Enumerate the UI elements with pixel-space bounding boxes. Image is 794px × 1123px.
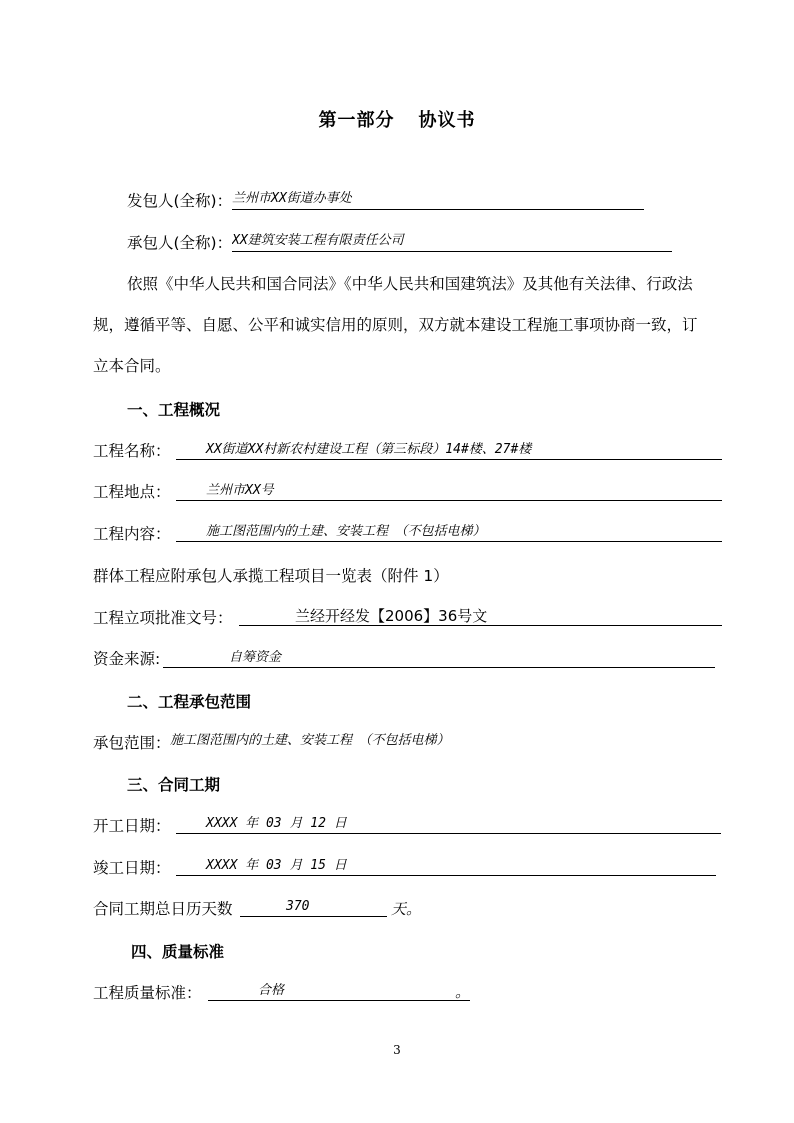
- section-4-heading: 四、质量标准: [131, 943, 225, 961]
- contractor-field: XX建筑安装工程有限责任公司: [232, 231, 672, 252]
- quality-standard-suffix: 。: [455, 983, 471, 1001]
- scope-label: 承包范围：: [93, 734, 171, 752]
- preamble-line-1: 依照《中华人民共和国合同法》《中华人民共和国建筑法》及其他有关法律、行政法: [127, 275, 693, 293]
- approval-number-label: 工程立项批准文号：: [93, 609, 233, 627]
- section-3-heading: 三、合同工期: [127, 776, 221, 794]
- total-days-label: 合同工期总日历天数: [93, 900, 233, 918]
- funding-source-label: 资金来源:: [93, 650, 161, 668]
- start-date-field: XXXX 年 03 月 12 日: [176, 814, 721, 834]
- title-part: 第一部分: [318, 110, 395, 131]
- end-date-field: XXXX 年 03 月 15 日: [176, 856, 716, 876]
- title-name: 协议书: [418, 110, 476, 131]
- funding-source-field: 自筹资金: [163, 648, 715, 668]
- approval-number-field: 兰经开经发【2006】36号文: [239, 606, 722, 626]
- end-date-label: 竣工日期：: [93, 859, 171, 877]
- project-name-label: 工程名称：: [93, 442, 171, 460]
- total-days-unit: 天。: [391, 900, 422, 918]
- quality-standard-label: 工程质量标准：: [93, 984, 202, 1002]
- total-days-field: 370: [240, 897, 387, 917]
- group-project-note: 群体工程应附承包人承揽工程项目一览表（附件 1）: [93, 567, 449, 585]
- employer-field: 兰州市XX街道办事处: [232, 189, 644, 210]
- section-2-heading: 二、工程承包范围: [127, 693, 252, 711]
- project-location-field: 兰州市XX号: [176, 481, 722, 501]
- preamble-line-3: 立本合同。: [93, 357, 171, 375]
- start-date-label: 开工日期：: [93, 817, 171, 835]
- quality-standard-field: 合格: [208, 981, 470, 1001]
- page-title: [0, 106, 794, 132]
- page-number: 3: [393, 1043, 401, 1057]
- section-1-heading: 一、工程概况: [127, 401, 221, 419]
- project-content-field: 施工图范围内的土建、安装工程 （不包括电梯）: [176, 522, 722, 542]
- contractor-label: 承包人(全称)：: [127, 234, 233, 252]
- project-name-field: XX街道XX村新农村建设工程（第三标段）14#楼、27#楼: [176, 440, 722, 460]
- scope-field: 施工图范围内的土建、安装工程 （不包括电梯）: [170, 733, 450, 748]
- employer-label: 发包人(全称)：: [127, 192, 233, 210]
- project-content-label: 工程内容：: [93, 525, 171, 543]
- preamble-line-2: 规，遵循平等、自愿、公平和诚实信用的原则，双方就本建设工程施工事项协商一致，订: [93, 316, 698, 334]
- project-location-label: 工程地点：: [93, 483, 171, 501]
